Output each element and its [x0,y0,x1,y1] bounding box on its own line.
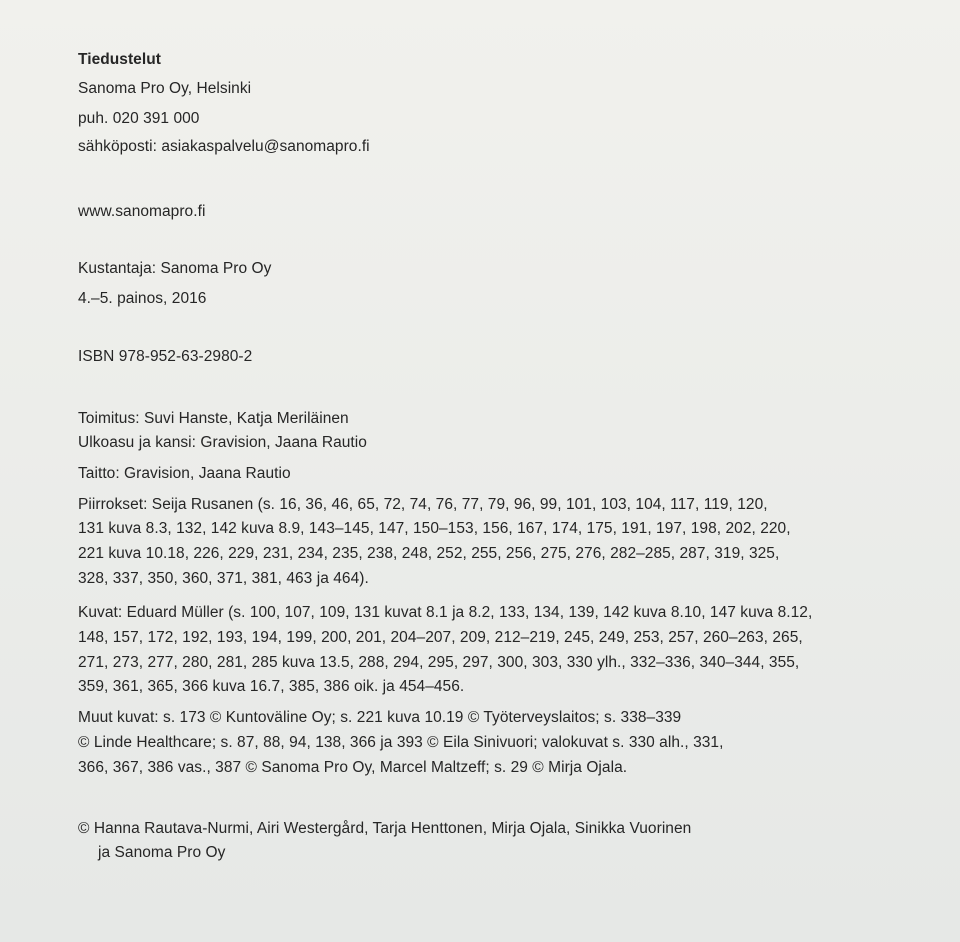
photos-credit-line: 359, 361, 365, 366 kuva 16.7, 385, 386 oik. ja 454–456. [78,678,465,695]
illustrations-credit-line: 131 kuva 8.3, 132, 142 kuva 8.9, 143–145, 147, 150–153, 156, 167, 174, 175, 191, 197, 198, 202, 220, [78,520,791,537]
website-link: www.sanomapro.fi [78,203,206,220]
photos-credit-line: 271, 273, 277, 280, 281, 285 kuva 13.5, 288, 294, 295, 297, 300, 303, 330 ylh., 332–336, 340–344, 355, [78,654,800,671]
other-photos-credit-line: 366, 367, 386 vas., 387 © Sanoma Pro Oy, Marcel Maltzeff; s. 29 © Mirja Ojala. [78,759,628,776]
editing-credit: Toimitus: Suvi Hanste, Katja Meriläinen [78,410,349,427]
other-photos-credit-line: © Linde Healthcare; s. 87, 88, 94, 138, 366 ja 393 © Eila Sinivuori; valokuvat s. 330 alh., 331, [78,734,724,751]
copyright-line: © Hanna Rautava-Nurmi, Airi Westergård, Tarja Henttonen, Mirja Ojala, Sinikka Vuorinen [78,820,692,837]
illustrations-credit-line: Piirrokset: Seija Rusanen (s. 16, 36, 46, 65, 72, 74, 76, 77, 79, 96, 99, 101, 103, 104, 117, 119, 120, [78,496,768,513]
inquiries-email: sähköposti: asiakaspalvelu@sanomapro.fi [78,138,370,155]
isbn-line: ISBN 978-952-63-2980-2 [78,348,253,365]
typesetting-credit: Taitto: Gravision, Jaana Rautio [78,465,291,482]
edition-line: 4.–5. painos, 2016 [78,290,207,307]
inquiries-heading: Tiedustelut [78,51,161,68]
photos-credit-line: 148, 157, 172, 192, 193, 194, 199, 200, 201, 204–207, 209, 212–219, 245, 249, 253, 257, 260–263, 265, [78,629,803,646]
inquiries-phone: puh. 020 391 000 [78,110,200,127]
other-photos-credit-line: Muut kuvat: s. 173 © Kuntoväline Oy; s. 221 kuva 10.19 © Työterveyslaitos; s. 338–339 [78,709,682,726]
copyright-line: ja Sanoma Pro Oy [98,844,226,861]
illustrations-credit-line: 221 kuva 10.18, 226, 229, 231, 234, 235, 238, 248, 252, 255, 256, 275, 276, 282–285, 287, 319, 325, [78,545,780,562]
publisher-line: Kustantaja: Sanoma Pro Oy [78,260,272,277]
inquiries-company: Sanoma Pro Oy, Helsinki [78,80,252,97]
photos-credit-line: Kuvat: Eduard Müller (s. 100, 107, 109, 131 kuvat 8.1 ja 8.2, 133, 134, 139, 142 kuva 8.10, 147 kuva 8.12, [78,604,813,621]
layout-cover-credit: Ulkoasu ja kansi: Gravision, Jaana Rautio [78,434,367,451]
illustrations-credit-line: 328, 337, 350, 360, 371, 381, 463 ja 464). [78,570,369,587]
